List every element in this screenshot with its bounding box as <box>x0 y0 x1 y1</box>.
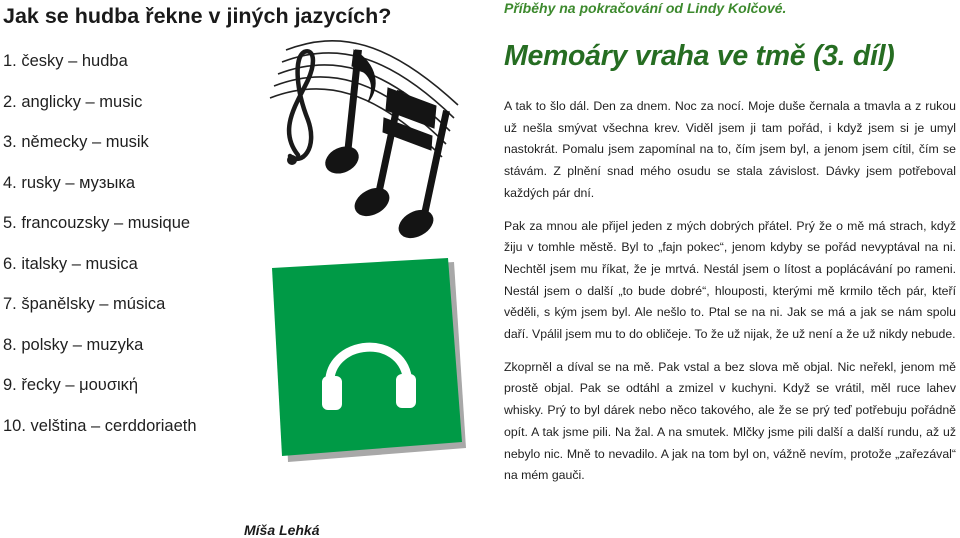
list-item: 1. česky – hudba <box>3 52 128 70</box>
list-item: 7. španělsky – música <box>3 295 166 313</box>
green-tile <box>258 258 478 478</box>
story-body <box>504 96 956 498</box>
story-title: Memoáry vraha ve tmě (3. díl) <box>504 40 895 72</box>
list-item: 8. polsky – muzyka <box>3 335 144 354</box>
language-list-title: Jak se hudba řekne v jiných jazycích? <box>3 4 392 28</box>
story-panel <box>504 0 956 538</box>
illustration-panel <box>238 0 500 538</box>
list-item: 3. německy – musik <box>3 133 149 151</box>
list-item: 5. francouzsky – musique <box>3 214 191 232</box>
list-item: 2. anglicky – music <box>3 92 143 111</box>
list-item: 10. velština – cerddoriaeth <box>3 416 197 435</box>
story-paragraph: Pak za mnou ale přijel jeden z mých dobrých přátel. Prý že o mě má strach, když žiju v tomhle městě. Byl to „fajn pokec“, jenom kdyby se pořád nevyptával na ni. Nechtěl jsem mu říkat, že je mrtvá. Nestál jsem o lítost a poplácávání po rameni. Nestál jsem o další „to bude dobré“, hlouposti, kterými mě krmilo těch pár, kteří věděli, s kým jsem byl. Ale nešlo to. Ptal se na ni. Jak se má a jak se nám spolu daří. Vpálil jsem mu to do obličeje. To že už nijak, že už není a že už nikdy nebude. <box>504 218 956 342</box>
list-item: 4. rusky – музыка <box>3 173 136 192</box>
language-list <box>3 48 197 453</box>
music-notes-icon <box>268 10 468 245</box>
story-paragraph: Zkoprněl a díval se na mě. Pak vstal a bez slova mě objal. Nic neřekl, jenom mě prostě objal. Pak se odtáhl a zmizel v kuchyni. Když se vrátil, měl ruce lahev whisky. Prý to byl dárek nebo něco takového, ale že se prý teď potřebuju pořádně opít. A tak jsme pili. Na žal. A na smutek. Mlčky jsme pili další a další rundu, až už nebylo nic. Mně to nevadilo. A jak na tom byl on, vážně nevím, protože „zařezával“ na mém gauči. <box>504 359 956 483</box>
series-subtitle: Příběhy na pokračování od Lindy Kolčové. <box>504 0 787 16</box>
list-item: 9. řecky – μουσική <box>3 376 139 394</box>
author-signature: Míša Lehká <box>244 522 320 538</box>
story-paragraph: A tak to šlo dál. Den za dnem. Noc za nocí. Moje duše černala a tmavla a z rukou už nešla smývat všechna krev. Viděl jsem ji tam pořád, i když jsem si je umyl nastokrát. Pomalu jsem zapomínal na to, čím jsem byl, a jenom jsem cítil, čím se stávám. Z plnění snad mého osudu se stala závislost. Dávky jsem potřeboval každých pár dní. <box>504 99 956 200</box>
list-item: 6. italsky – musica <box>3 254 138 273</box>
